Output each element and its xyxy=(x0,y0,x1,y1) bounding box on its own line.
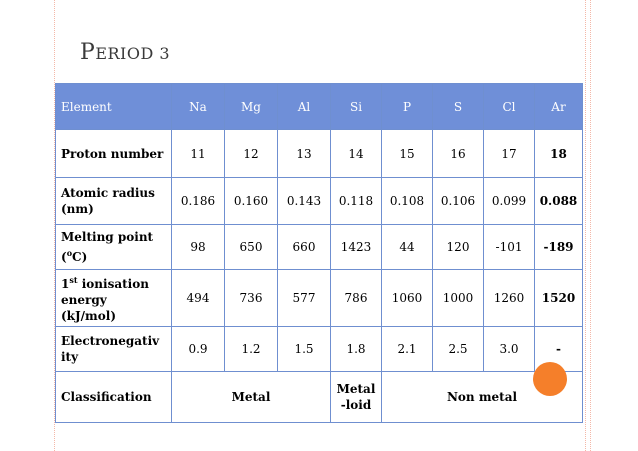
table-cell: 98 xyxy=(172,225,225,270)
element-ar: Ar xyxy=(535,84,583,130)
row-label xyxy=(56,178,172,225)
element-na: Na xyxy=(172,84,225,130)
table-row-proton-number xyxy=(56,130,583,178)
row-label-line1-rest: ionisation xyxy=(77,277,149,291)
table-cell: 2.1 xyxy=(382,327,433,372)
row-label: Classification xyxy=(56,372,172,423)
table-cell: 660 xyxy=(278,225,331,270)
table-cell: 0.160 xyxy=(225,178,278,225)
table-cell: 650 xyxy=(225,225,278,270)
table-row-ionisation-energy xyxy=(56,270,583,327)
table-cell: 1260 xyxy=(484,270,535,327)
table-cell: 11 xyxy=(172,130,225,178)
orange-circle-decoration xyxy=(533,362,567,396)
row-label-num: 1 xyxy=(61,277,70,291)
table-row-classification xyxy=(56,372,583,423)
table-row-electronegativity xyxy=(56,327,583,372)
table-cell: 18 xyxy=(535,130,583,178)
classification-metalloid xyxy=(331,372,382,423)
table-cell: 12 xyxy=(225,130,278,178)
table-row-atomic-radius xyxy=(56,178,583,225)
table-cell: 17 xyxy=(484,130,535,178)
table-cell: 0.9 xyxy=(172,327,225,372)
table-cell: 0.186 xyxy=(172,178,225,225)
table-cell: 1.5 xyxy=(278,327,331,372)
table-cell: 13 xyxy=(278,130,331,178)
table-cell: 14 xyxy=(331,130,382,178)
ordinal-sup: st xyxy=(69,275,78,285)
table-cell: -189 xyxy=(535,225,583,270)
header-row xyxy=(56,84,583,130)
element-al: Al xyxy=(278,84,331,130)
table-cell: 0.099 xyxy=(484,178,535,225)
table-cell: 1423 xyxy=(331,225,382,270)
row-label-line1: Melting point xyxy=(61,230,154,244)
degree-sup: o xyxy=(66,248,73,258)
table-cell: 15 xyxy=(382,130,433,178)
table-cell: 44 xyxy=(382,225,433,270)
table-cell: 1060 xyxy=(382,270,433,327)
table-cell: 1.8 xyxy=(331,327,382,372)
element-si: Si xyxy=(331,84,382,130)
period-3-table xyxy=(55,83,583,423)
row-label-line2: (nm) xyxy=(61,202,94,216)
table-cell: 0.108 xyxy=(382,178,433,225)
classification-non-metal: Non metal xyxy=(382,372,583,423)
table-cell: 494 xyxy=(172,270,225,327)
slide-title xyxy=(80,40,170,65)
metalloid-line2: -loid xyxy=(340,398,372,412)
row-label-line2: energy xyxy=(61,293,107,307)
table-cell: 0.106 xyxy=(433,178,484,225)
element-s: S xyxy=(433,84,484,130)
row-label-line2: ity xyxy=(61,350,79,364)
row-label: Proton number xyxy=(56,130,172,178)
table-cell: 736 xyxy=(225,270,278,327)
table-cell: 16 xyxy=(433,130,484,178)
table-cell: 1000 xyxy=(433,270,484,327)
table-cell: 786 xyxy=(331,270,382,327)
table-cell: - xyxy=(535,327,583,372)
table-cell: 577 xyxy=(278,270,331,327)
table-cell: 0.118 xyxy=(331,178,382,225)
title-rest: ERIOD 3 xyxy=(95,44,171,63)
classification-metal: Metal xyxy=(172,372,331,423)
row-label-line3: (kJ/mol) xyxy=(61,309,116,323)
table-cell: 0.088 xyxy=(535,178,583,225)
element-mg: Mg xyxy=(225,84,278,130)
right-dotted-rule xyxy=(585,0,586,451)
table-cell: 1520 xyxy=(535,270,583,327)
row-label xyxy=(56,327,172,372)
right-dotted-rule-2 xyxy=(590,0,591,451)
table-row-melting-point xyxy=(56,225,583,270)
row-label-line2-pre: ( xyxy=(61,250,67,264)
table-cell: 1.2 xyxy=(225,327,278,372)
row-label xyxy=(56,270,172,327)
table-cell: -101 xyxy=(484,225,535,270)
element-cl: Cl xyxy=(484,84,535,130)
title-first-letter: P xyxy=(80,40,96,65)
row-label-line1: Atomic radius xyxy=(61,186,155,200)
table-cell: 120 xyxy=(433,225,484,270)
row-label-line2-post: C) xyxy=(72,250,88,264)
element-p: P xyxy=(382,84,433,130)
metalloid-line1: Metal xyxy=(336,382,376,396)
header-label: Element xyxy=(56,84,172,130)
table-cell: 0.143 xyxy=(278,178,331,225)
table-cell: 3.0 xyxy=(484,327,535,372)
table-cell: 2.5 xyxy=(433,327,484,372)
row-label xyxy=(56,225,172,270)
row-label-line1: Electronegativ xyxy=(61,334,160,348)
